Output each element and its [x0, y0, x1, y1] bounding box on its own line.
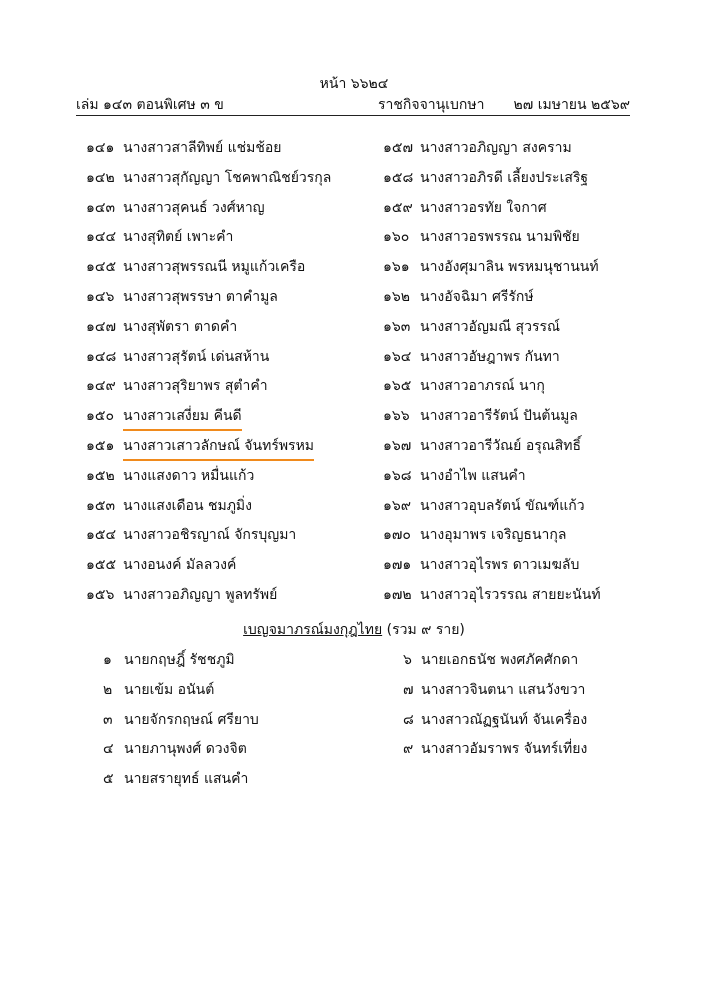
item-number: ๑๖๘	[383, 467, 412, 484]
item-name: นางสาวอภิญญา สงคราม	[420, 140, 572, 156]
header-rule	[76, 115, 630, 116]
item-number: ๑๕๙	[383, 199, 413, 216]
item-name: นางสาวสุคนธ์ วงศ์หาญ	[123, 199, 265, 216]
item-number: ๑๕๐	[86, 408, 115, 425]
item-number: ๑๕๘	[383, 169, 414, 186]
item-number: ๑๔๘	[86, 348, 117, 365]
section-title: เบญจมาภรณ์มงกุฎไทย	[243, 622, 383, 638]
item-number: ๑๔๓	[86, 199, 116, 216]
item-name: นางสาวสุริยาพร สุตำคำ	[123, 378, 268, 395]
item-number: ๑๖๔	[383, 348, 412, 365]
item-number: ๑๔๗	[86, 318, 117, 335]
item-name: นางสาวสุกัญญา โชคพาณิชย์วรกุล	[123, 169, 332, 186]
document-header	[76, 94, 630, 114]
item-name: นางสุพัตรา ตาดคำ	[123, 318, 238, 335]
item-name: นางสาวจินตนา แสนวังขวา	[421, 681, 586, 698]
item-number: ๑๔๑	[86, 140, 115, 156]
section-count: (รวม ๙ ราย)	[386, 622, 465, 638]
item-number: ๘	[403, 711, 414, 728]
item-name: นางอนงค์ มัลลวงค์	[123, 557, 237, 574]
item-name: นายจักรกฤษณ์ ศรียาบ	[124, 711, 259, 728]
item-number: ๑๖๙	[383, 497, 412, 514]
item-name: นายเข้ม อนันต์	[124, 681, 215, 698]
item-number: ๑๔๕	[86, 259, 117, 276]
item-number: ๑๕๒	[86, 467, 115, 484]
item-name: นางสาวอภิญญา พูลทรัพย์	[123, 586, 278, 603]
item-number: ๑๕๔	[86, 527, 117, 544]
item-number: ๒	[103, 681, 113, 698]
item-number: ๑๖๕	[383, 378, 412, 395]
item-number: ๑๔๒	[86, 169, 115, 186]
item-name: นายภานุพงศ์ ดวงจิต	[124, 741, 247, 758]
item-name: นางสาวอุไรวรรณ สายยะนันท์	[420, 586, 601, 603]
page-number: หน้า ๖๖๒๔	[319, 76, 389, 92]
item-name: นางอำไพ แสนคำ	[420, 467, 526, 484]
item-number: ๑๕๗	[383, 140, 414, 156]
item-name: นางสาวสาลีทิพย์ แช่มช้อย	[123, 140, 282, 156]
item-name: นายสรายุทธ์ แสนคำ	[124, 771, 249, 788]
item-name: นางสาวสุรัตน์ เด่นสห้าน	[123, 348, 270, 365]
item-name: นางสาวอัมราพร จันทร์เที่ยง	[421, 741, 588, 758]
item-name: นางแสงดาว หมื่นแก้ว	[123, 467, 255, 484]
item-name: นางสาวอภิรดี เลี้ยงประเสริฐ	[420, 169, 589, 186]
item-number: ๓	[103, 711, 113, 728]
item-number: ๑๗๑	[383, 557, 412, 574]
item-name: นางสาวอาภรณ์ นากุ	[420, 378, 545, 395]
item-number: ๖	[403, 652, 412, 668]
item-number: ๑๖๖	[383, 408, 410, 425]
item-number: ๑๕๓	[86, 497, 116, 514]
item-name: นางอุมาพร เจริญธนากุล	[420, 527, 567, 544]
item-number: ๑๔๖	[86, 288, 115, 305]
item-number: ๗	[403, 681, 414, 698]
item-name: นางสาวอารีรัตน์ ปันต้นมูล	[420, 408, 578, 425]
item-number: ๑	[103, 652, 112, 668]
publication-name: ราชกิจจานุเบกษา	[378, 97, 485, 113]
item-name: นางสาวอชิรญาณ์ จักรบุญมา	[123, 527, 297, 544]
item-name: นางสาวอัญมณี สุวรรณ์	[420, 318, 560, 335]
item-number: ๑๕๖	[86, 586, 115, 603]
item-name: นางสาวอารีวัณย์ อรุณสิทธิ์	[420, 437, 582, 454]
item-number: ๑๕๑	[86, 437, 115, 454]
item-number: ๙	[403, 741, 414, 758]
item-number: ๑๔๔	[86, 229, 117, 246]
section-heading	[0, 619, 708, 641]
item-number: ๑๕๕	[86, 557, 117, 574]
item-name: นางแสงเดือน ชมภูมิ่ง	[123, 497, 253, 514]
item-name-highlighted: นางสาวเสาวลักษณ์ จันทร์พรหม	[123, 436, 314, 461]
item-number: ๑๖๗	[383, 437, 412, 454]
item-number: ๑๖๒	[383, 288, 411, 305]
item-number: ๑๗๒	[383, 586, 412, 603]
volume-issue: เล่ม ๑๔๓ ตอนพิเศษ ๓ ข	[76, 97, 224, 113]
item-name: นางสุทิตย์ เพาะคำ	[123, 229, 234, 246]
item-name: นางสาวณัฏฐนันท์ จันเครื่อง	[421, 711, 588, 728]
item-number: ๑๔๙	[86, 378, 116, 395]
item-name: นายเอกธนัช พงศภัคศักดา	[421, 652, 579, 668]
item-name: นางสาวสุพรรณนี หมูแก้วเครือ	[123, 259, 306, 276]
item-name: นางสาวอุไรพร ดาวเมฆลับ	[420, 557, 580, 574]
item-name: นางอัจฉิมา ศรีรักษ์	[420, 288, 534, 305]
item-name: นายกฤษฎิ์ รัชชภูมิ	[124, 652, 235, 668]
item-name: นางสาวอรทัย ใจกาศ	[420, 199, 547, 216]
item-name: นางสาวอรพรรณ นามพิชัย	[420, 229, 580, 246]
item-number: ๑๗๐	[383, 527, 411, 544]
publication-date: ๒๗ เมษายน ๒๕๖๙	[513, 97, 630, 113]
item-number: ๔	[103, 741, 114, 758]
item-name: นางสาวอัษฎาพร กันทา	[420, 348, 560, 365]
item-name: นางสาวสุพรรษา ตาคำมูล	[123, 288, 278, 305]
item-name: นางสาวอุบลรัตน์ ขัณฑ์แก้ว	[420, 497, 585, 514]
item-name-highlighted: นางสาวเสงี่ยม คีนดี	[123, 406, 242, 431]
item-number: ๑๖๑	[383, 259, 410, 276]
item-number: ๑๖๓	[383, 318, 411, 335]
item-name: นางอังศุมาลิน พรหมนุชานนท์	[420, 259, 599, 276]
item-number: ๑๖๐	[383, 229, 410, 246]
item-number: ๕	[103, 771, 114, 788]
